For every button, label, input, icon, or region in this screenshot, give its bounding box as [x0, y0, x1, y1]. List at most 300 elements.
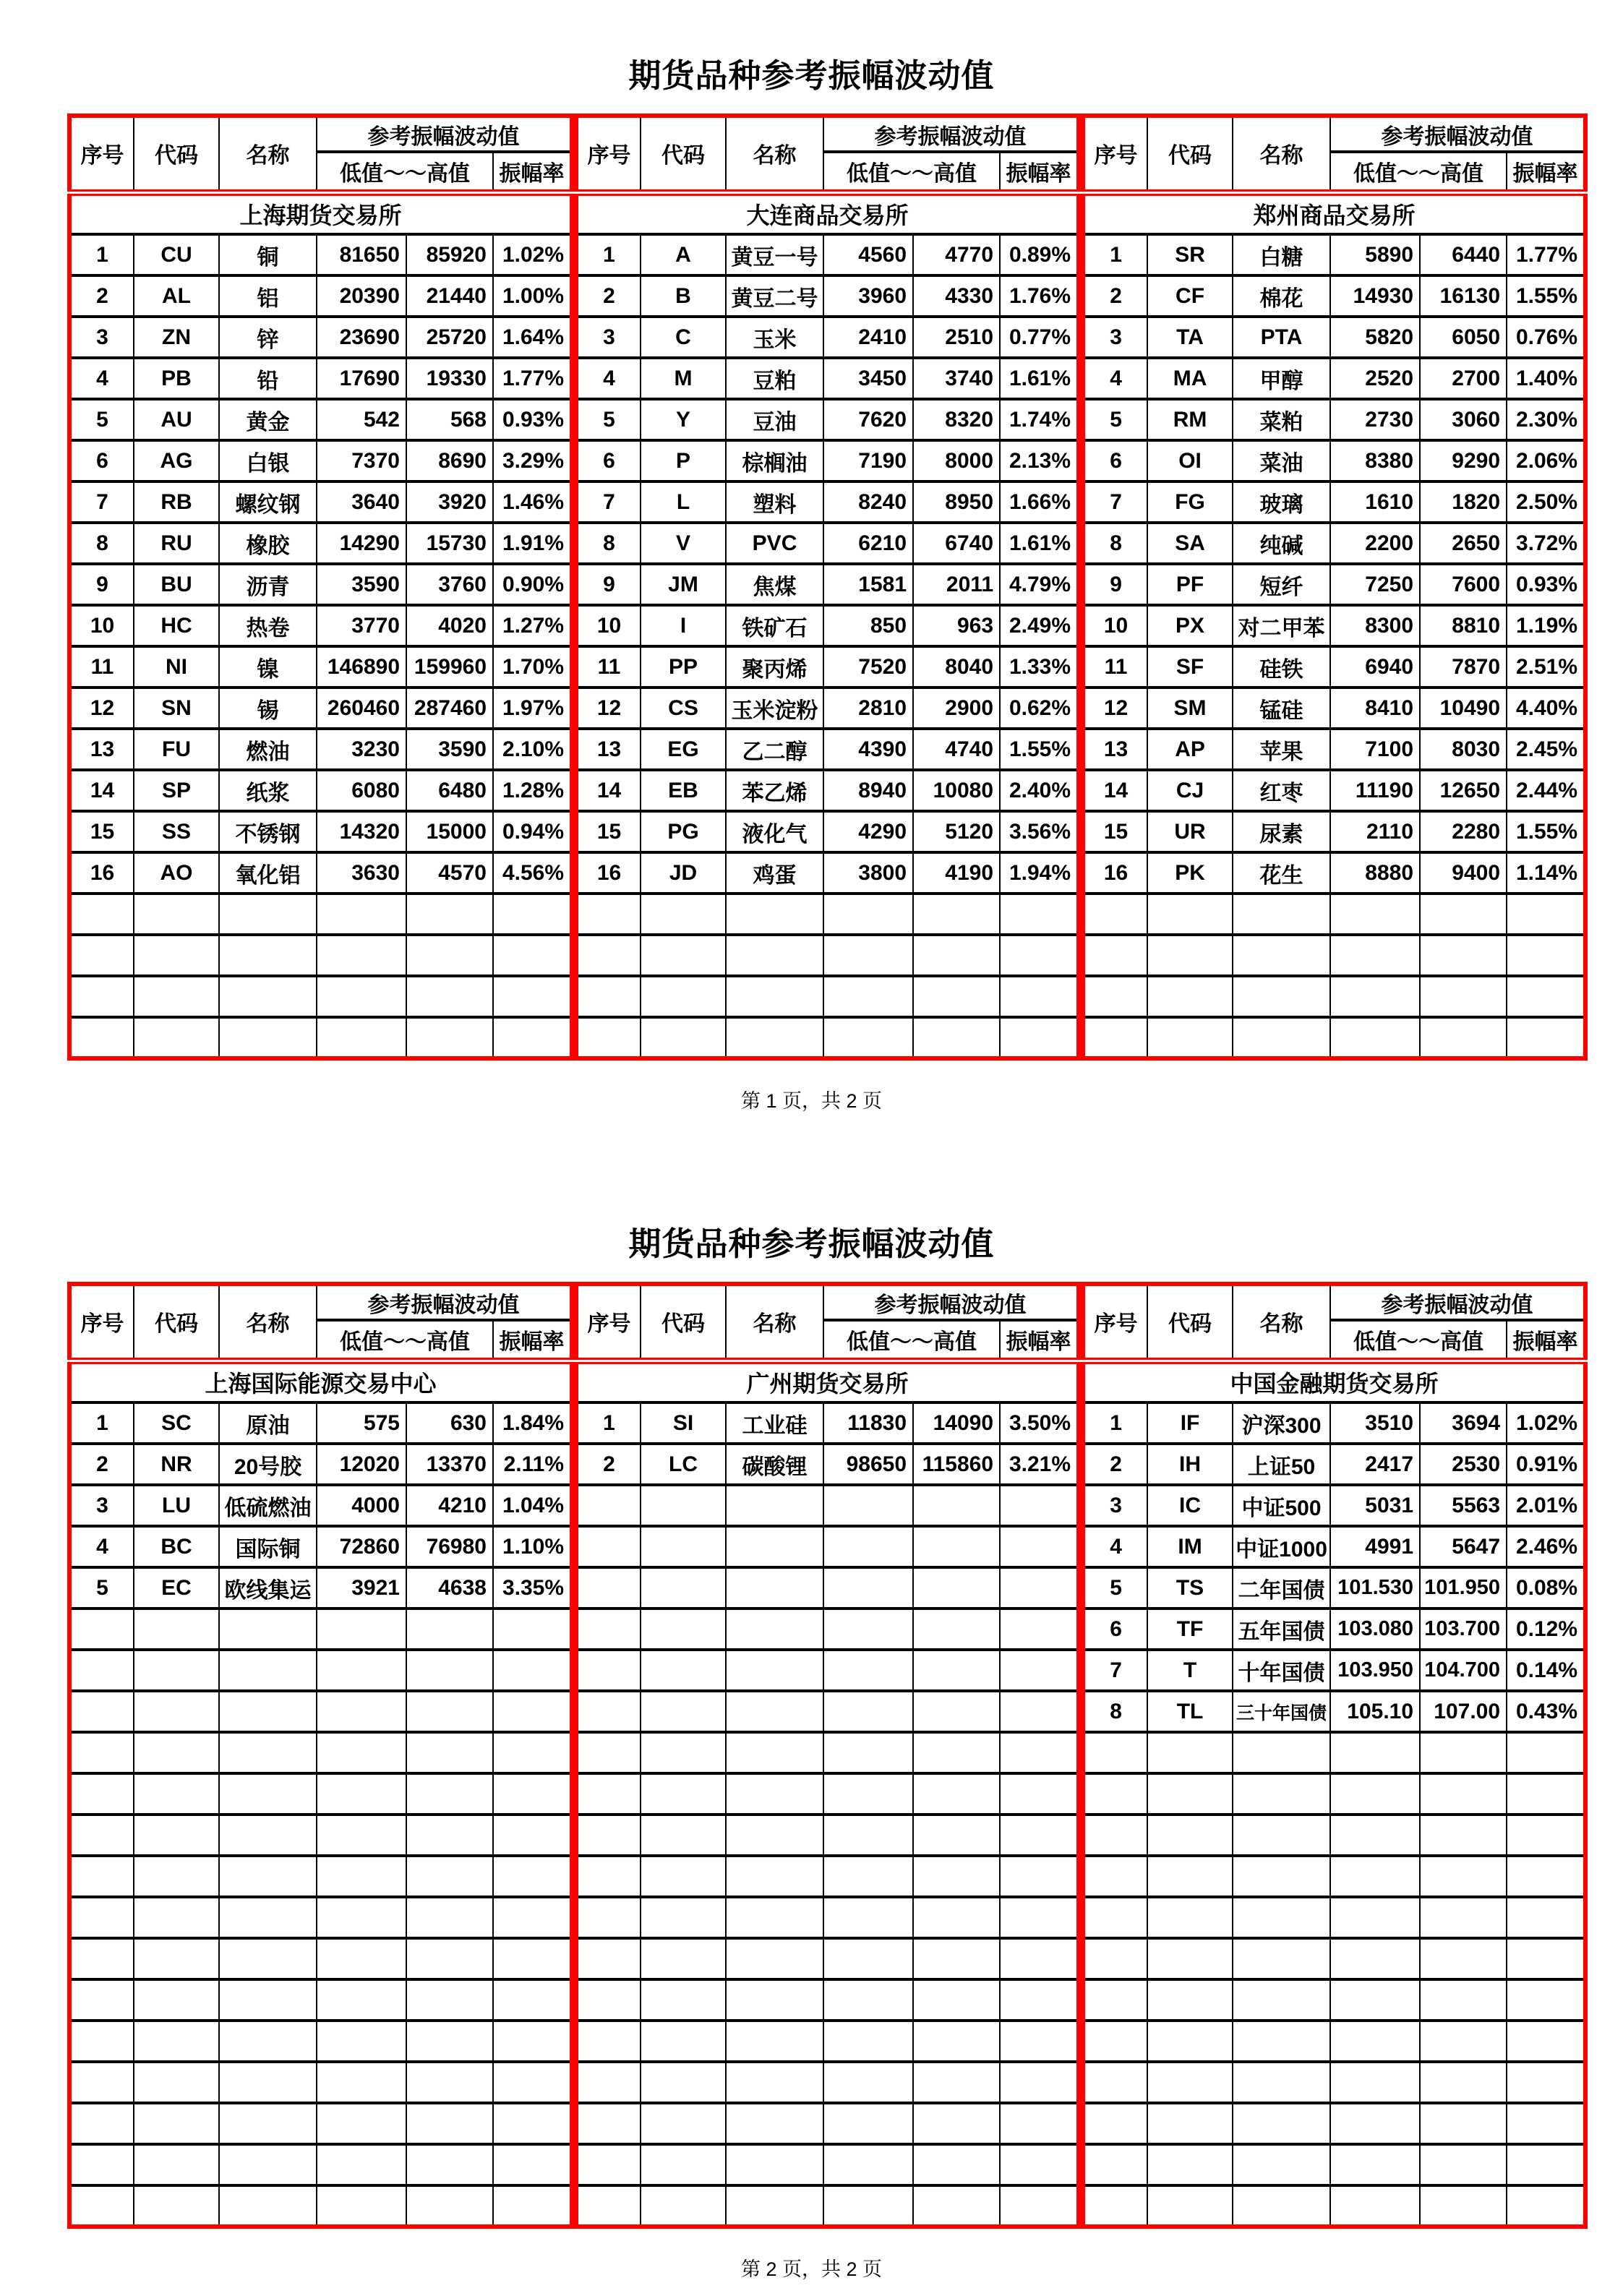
rate-cell	[1000, 1567, 1079, 1609]
rate-cell	[1000, 935, 1079, 976]
high-cell	[1420, 1732, 1507, 1773]
low-cell	[317, 2021, 406, 2062]
name-cell: 豆油	[726, 399, 823, 440]
high-cell: 10080	[913, 770, 1000, 811]
seq-cell: 8	[576, 523, 641, 564]
high-cell: 115860	[913, 1444, 1000, 1485]
rate-cell	[1507, 1856, 1585, 1897]
high-cell: 2900	[913, 687, 1000, 729]
code-cell: AG	[134, 440, 219, 481]
table-row	[69, 1526, 572, 1567]
high-cell	[406, 1650, 493, 1691]
rate-cell: 1.02%	[1507, 1402, 1585, 1444]
seq-cell: 1	[1083, 234, 1147, 275]
rate-cell	[493, 976, 572, 1017]
code-cell: JM	[641, 564, 726, 605]
seq-cell: 3	[69, 1485, 134, 1526]
high-cell: 1820	[1420, 481, 1507, 523]
table-row	[1083, 646, 1585, 687]
high-cell: 287460	[406, 687, 493, 729]
empty-row	[1083, 2062, 1585, 2103]
name-cell: 热卷	[219, 605, 317, 646]
exchange-name: 广州期货交易所	[576, 1361, 1079, 1402]
rate-cell	[493, 1691, 572, 1732]
low-cell	[317, 1938, 406, 1979]
low-cell: 2417	[1330, 1444, 1420, 1485]
high-cell	[1420, 2062, 1507, 2103]
rate-cell: 3.35%	[493, 1567, 572, 1609]
table-row	[69, 687, 572, 729]
empty-row	[69, 1732, 572, 1773]
rate-cell: 1.66%	[1000, 481, 1079, 523]
rate-cell	[493, 1017, 572, 1058]
high-cell: 8030	[1420, 729, 1507, 770]
seq-cell: 8	[1083, 523, 1147, 564]
empty-row	[69, 1979, 572, 2021]
rate-cell	[1507, 976, 1585, 1017]
seq-cell	[69, 2144, 134, 2185]
low-cell	[823, 935, 913, 976]
seq-cell	[69, 935, 134, 976]
name-cell: 十年国债	[1233, 1650, 1330, 1691]
low-cell: 8300	[1330, 605, 1420, 646]
column-header-range: 低值～～高值	[317, 1320, 493, 1361]
low-cell	[823, 1732, 913, 1773]
high-cell	[913, 976, 1000, 1017]
rate-cell	[493, 894, 572, 935]
seq-cell: 14	[1083, 770, 1147, 811]
name-cell: 苹果	[1233, 729, 1330, 770]
low-cell	[317, 1732, 406, 1773]
low-cell	[823, 1650, 913, 1691]
empty-row	[576, 1897, 1079, 1938]
low-cell	[1330, 894, 1420, 935]
low-cell: 1581	[823, 564, 913, 605]
rate-cell: 1.33%	[1000, 646, 1079, 687]
rate-cell	[1507, 1773, 1585, 1815]
low-cell	[317, 2144, 406, 2185]
high-cell: 4570	[406, 852, 493, 894]
low-cell: 8240	[823, 481, 913, 523]
high-cell: 4330	[913, 275, 1000, 317]
high-cell: 3760	[406, 564, 493, 605]
empty-row	[69, 935, 572, 976]
name-cell: PTA	[1233, 317, 1330, 358]
seq-cell	[576, 1691, 641, 1732]
low-cell	[1330, 2021, 1420, 2062]
name-cell: 玉米	[726, 317, 823, 358]
rate-cell	[1507, 2021, 1585, 2062]
low-cell	[823, 1609, 913, 1650]
rate-cell: 1.61%	[1000, 358, 1079, 399]
seq-cell	[69, 894, 134, 935]
rate-cell: 3.50%	[1000, 1402, 1079, 1444]
seq-cell	[576, 2144, 641, 2185]
low-cell: 575	[317, 1402, 406, 1444]
low-cell: 5820	[1330, 317, 1420, 358]
seq-cell: 9	[576, 564, 641, 605]
rate-cell: 2.11%	[493, 1444, 572, 1485]
code-cell	[134, 976, 219, 1017]
empty-row	[69, 2062, 572, 2103]
rate-cell: 0.93%	[493, 399, 572, 440]
code-cell: C	[641, 317, 726, 358]
rate-cell: 0.91%	[1507, 1444, 1585, 1485]
seq-cell: 12	[69, 687, 134, 729]
column-header-name: 名称	[1233, 116, 1330, 192]
rate-cell	[493, 2144, 572, 2185]
rate-cell	[1000, 1526, 1079, 1567]
high-cell: 76980	[406, 1526, 493, 1567]
rate-cell: 1.70%	[493, 646, 572, 687]
name-cell	[219, 1773, 317, 1815]
rate-cell: 1.84%	[493, 1402, 572, 1444]
high-cell	[1420, 935, 1507, 976]
seq-cell: 6	[69, 440, 134, 481]
rate-cell: 1.97%	[493, 687, 572, 729]
name-cell: 上证50	[1233, 1444, 1330, 1485]
name-cell	[726, 2185, 823, 2227]
low-cell	[317, 1691, 406, 1732]
name-cell: 镍	[219, 646, 317, 687]
rate-cell: 1.19%	[1507, 605, 1585, 646]
seq-cell: 4	[576, 358, 641, 399]
high-cell: 9400	[1420, 852, 1507, 894]
table-row	[69, 317, 572, 358]
empty-row	[576, 1979, 1079, 2021]
high-cell	[406, 1609, 493, 1650]
name-cell	[726, 1526, 823, 1567]
column-header-name: 名称	[1233, 1284, 1330, 1361]
seq-cell	[576, 1773, 641, 1815]
high-cell	[406, 1732, 493, 1773]
column-header-code: 代码	[641, 116, 726, 192]
seq-cell: 9	[69, 564, 134, 605]
code-cell	[1147, 1773, 1233, 1815]
table-row	[576, 770, 1079, 811]
table-row	[576, 1402, 1079, 1444]
high-cell	[913, 1017, 1000, 1058]
low-cell: 20390	[317, 275, 406, 317]
name-cell: 原油	[219, 1402, 317, 1444]
code-cell: AP	[1147, 729, 1233, 770]
name-cell: PVC	[726, 523, 823, 564]
rate-cell: 1.77%	[493, 358, 572, 399]
table-row	[576, 811, 1079, 852]
code-cell: PB	[134, 358, 219, 399]
high-cell	[1420, 2144, 1507, 2185]
page-2	[0, 1148, 1623, 2296]
code-cell	[134, 2144, 219, 2185]
rate-cell: 3.29%	[493, 440, 572, 481]
empty-row	[69, 1897, 572, 1938]
high-cell: 6480	[406, 770, 493, 811]
seq-cell: 3	[576, 317, 641, 358]
high-cell: 16130	[1420, 275, 1507, 317]
low-cell	[1330, 2062, 1420, 2103]
low-cell	[317, 2062, 406, 2103]
code-cell: TF	[1147, 1609, 1233, 1650]
empty-row	[1083, 2103, 1585, 2144]
table-row	[69, 852, 572, 894]
column-header-seq: 序号	[576, 116, 641, 192]
seq-cell	[69, 2021, 134, 2062]
empty-row	[1083, 935, 1585, 976]
seq-cell	[69, 1856, 134, 1897]
seq-cell: 7	[576, 481, 641, 523]
high-cell	[406, 1856, 493, 1897]
high-cell	[406, 1897, 493, 1938]
column-header-range: 低值～～高值	[1330, 152, 1507, 192]
seq-cell: 16	[576, 852, 641, 894]
name-cell: 塑料	[726, 481, 823, 523]
high-cell: 13370	[406, 1444, 493, 1485]
high-cell: 5563	[1420, 1485, 1507, 1526]
column-header-group: 参考振幅波动值	[1330, 1284, 1585, 1320]
name-cell: 低硫燃油	[219, 1485, 317, 1526]
high-cell: 12650	[1420, 770, 1507, 811]
name-cell: 花生	[1233, 852, 1330, 894]
low-cell	[317, 2185, 406, 2227]
low-cell: 3230	[317, 729, 406, 770]
rate-cell	[1507, 2144, 1585, 2185]
rate-cell: 1.04%	[493, 1485, 572, 1526]
exchange-table	[1081, 1282, 1588, 2229]
name-cell: 玉米淀粉	[726, 687, 823, 729]
seq-cell: 16	[1083, 852, 1147, 894]
seq-cell: 5	[1083, 1567, 1147, 1609]
high-cell	[1420, 1856, 1507, 1897]
code-cell: ZN	[134, 317, 219, 358]
table-row	[1083, 234, 1585, 275]
low-cell: 3960	[823, 275, 913, 317]
high-cell: 8950	[913, 481, 1000, 523]
page-footer: 第 2 页，共 2 页	[740, 2258, 883, 2280]
code-cell: I	[641, 605, 726, 646]
rate-cell	[1000, 2144, 1079, 2185]
name-cell	[1233, 1732, 1330, 1773]
seq-cell: 1	[576, 1402, 641, 1444]
name-cell	[1233, 1938, 1330, 1979]
low-cell: 3590	[317, 564, 406, 605]
seq-cell: 11	[576, 646, 641, 687]
high-cell: 5647	[1420, 1526, 1507, 1567]
high-cell	[1420, 2021, 1507, 2062]
column-header-name: 名称	[726, 116, 823, 192]
seq-cell: 3	[69, 317, 134, 358]
rate-cell: 2.01%	[1507, 1485, 1585, 1526]
table-row	[1083, 729, 1585, 770]
seq-cell	[1083, 2062, 1147, 2103]
name-cell: 苯乙烯	[726, 770, 823, 811]
code-cell	[1147, 2185, 1233, 2227]
name-cell	[1233, 1017, 1330, 1058]
empty-row	[1083, 1938, 1585, 1979]
high-cell	[913, 2185, 1000, 2227]
seq-cell: 7	[1083, 481, 1147, 523]
high-cell	[406, 2185, 493, 2227]
code-cell	[1147, 1017, 1233, 1058]
rate-cell	[493, 935, 572, 976]
high-cell	[913, 1485, 1000, 1526]
seq-cell: 13	[69, 729, 134, 770]
empty-row	[1083, 2144, 1585, 2185]
high-cell	[1420, 894, 1507, 935]
table-row	[69, 275, 572, 317]
rate-cell: 1.55%	[1000, 729, 1079, 770]
rate-cell	[1507, 2103, 1585, 2144]
name-cell	[219, 935, 317, 976]
code-cell	[641, 1773, 726, 1815]
name-cell: 短纤	[1233, 564, 1330, 605]
seq-cell: 10	[576, 605, 641, 646]
seq-cell	[1083, 2185, 1147, 2227]
seq-cell	[69, 1017, 134, 1058]
table-row	[576, 852, 1079, 894]
exchange-table	[574, 1282, 1081, 2229]
low-cell: 81650	[317, 234, 406, 275]
high-cell: 4020	[406, 605, 493, 646]
name-cell: 不锈钢	[219, 811, 317, 852]
empty-row	[69, 1017, 572, 1058]
low-cell	[317, 976, 406, 1017]
seq-cell	[1083, 1938, 1147, 1979]
exchange-name: 郑州商品交易所	[1083, 192, 1585, 234]
rate-cell	[1507, 1938, 1585, 1979]
code-cell	[134, 1732, 219, 1773]
seq-cell	[576, 935, 641, 976]
high-cell: 8000	[913, 440, 1000, 481]
seq-cell: 1	[576, 234, 641, 275]
table-row	[69, 1402, 572, 1444]
empty-row	[69, 2021, 572, 2062]
name-cell: 20号胶	[219, 1444, 317, 1485]
code-cell	[1147, 1938, 1233, 1979]
column-header-group: 参考振幅波动值	[823, 116, 1079, 152]
code-cell: NI	[134, 646, 219, 687]
column-header-seq: 序号	[1083, 116, 1147, 192]
code-cell	[134, 1979, 219, 2021]
high-cell: 101.950	[1420, 1567, 1507, 1609]
name-cell	[1233, 935, 1330, 976]
low-cell: 3640	[317, 481, 406, 523]
high-cell	[913, 1526, 1000, 1567]
code-cell	[1147, 2144, 1233, 2185]
seq-cell	[1083, 2021, 1147, 2062]
low-cell: 103.950	[1330, 1650, 1420, 1691]
low-cell	[317, 1897, 406, 1938]
table-row	[1083, 770, 1585, 811]
low-cell: 260460	[317, 687, 406, 729]
rate-cell	[1000, 1815, 1079, 1856]
name-cell: 焦煤	[726, 564, 823, 605]
low-cell: 11830	[823, 1402, 913, 1444]
high-cell: 9290	[1420, 440, 1507, 481]
name-cell	[219, 2185, 317, 2227]
name-cell: 菜粕	[1233, 399, 1330, 440]
seq-cell	[576, 1815, 641, 1856]
code-cell: AO	[134, 852, 219, 894]
name-cell: 国际铜	[219, 1526, 317, 1567]
high-cell: 19330	[406, 358, 493, 399]
code-cell: SF	[1147, 646, 1233, 687]
column-header-name: 名称	[219, 116, 317, 192]
seq-cell: 5	[576, 399, 641, 440]
seq-cell: 2	[69, 275, 134, 317]
code-cell: EG	[641, 729, 726, 770]
name-cell: 液化气	[726, 811, 823, 852]
high-cell: 2650	[1420, 523, 1507, 564]
table-row	[69, 811, 572, 852]
name-cell	[1233, 2021, 1330, 2062]
table-row	[1083, 1609, 1585, 1650]
high-cell: 4740	[913, 729, 1000, 770]
high-cell	[913, 1732, 1000, 1773]
seq-cell	[1083, 935, 1147, 976]
name-cell	[219, 2021, 317, 2062]
low-cell: 4390	[823, 729, 913, 770]
code-cell: SM	[1147, 687, 1233, 729]
rate-cell: 1.77%	[1507, 234, 1585, 275]
low-cell	[823, 1856, 913, 1897]
low-cell: 23690	[317, 317, 406, 358]
high-cell	[1420, 2103, 1507, 2144]
seq-cell	[576, 1650, 641, 1691]
rate-cell	[1000, 1609, 1079, 1650]
seq-cell	[576, 1485, 641, 1526]
code-cell: M	[641, 358, 726, 399]
column-header-code: 代码	[134, 1284, 219, 1361]
code-cell: BU	[134, 564, 219, 605]
column-header-rate: 振幅率	[493, 1320, 572, 1361]
rate-cell: 0.93%	[1507, 564, 1585, 605]
rate-cell	[1000, 1897, 1079, 1938]
empty-row	[69, 1773, 572, 1815]
low-cell	[1330, 2144, 1420, 2185]
code-cell	[134, 1773, 219, 1815]
code-cell	[134, 2062, 219, 2103]
name-cell	[726, 2062, 823, 2103]
table-row	[69, 1444, 572, 1485]
rate-cell: 4.56%	[493, 852, 572, 894]
seq-cell	[1083, 1897, 1147, 1938]
code-cell	[641, 2103, 726, 2144]
low-cell	[1330, 976, 1420, 1017]
low-cell: 4991	[1330, 1526, 1420, 1567]
table-row	[69, 399, 572, 440]
code-cell: A	[641, 234, 726, 275]
rate-cell	[493, 2062, 572, 2103]
name-cell: 铝	[219, 275, 317, 317]
name-cell: 棕榈油	[726, 440, 823, 481]
low-cell: 7620	[823, 399, 913, 440]
low-cell: 5031	[1330, 1485, 1420, 1526]
table-row	[69, 564, 572, 605]
name-cell: 沥青	[219, 564, 317, 605]
name-cell	[726, 1979, 823, 2021]
high-cell	[1420, 2185, 1507, 2227]
high-cell	[913, 1609, 1000, 1650]
low-cell: 8940	[823, 770, 913, 811]
seq-cell	[1083, 976, 1147, 1017]
seq-cell: 13	[576, 729, 641, 770]
seq-cell	[69, 2062, 134, 2103]
name-cell	[1233, 2185, 1330, 2227]
code-cell	[134, 1938, 219, 1979]
low-cell	[1330, 935, 1420, 976]
seq-cell	[69, 976, 134, 1017]
name-cell	[1233, 1815, 1330, 1856]
